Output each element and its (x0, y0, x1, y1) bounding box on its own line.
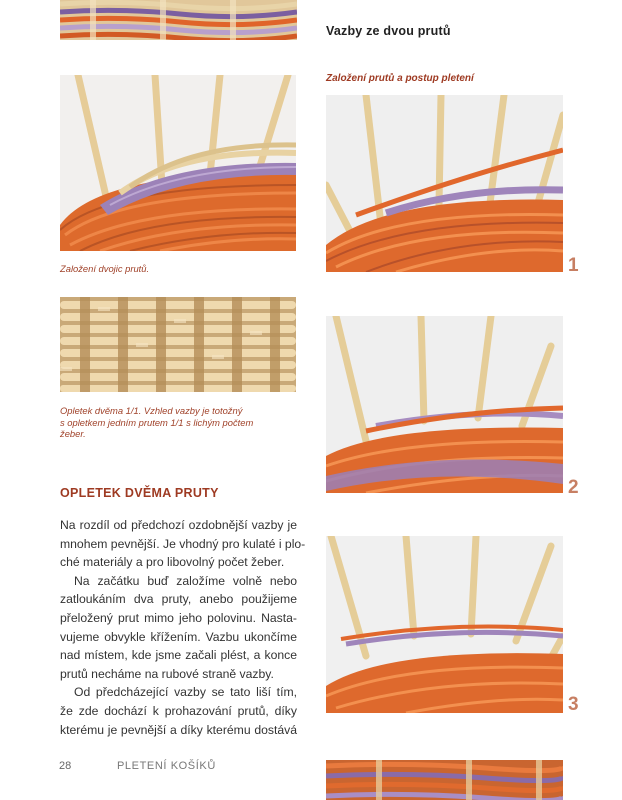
photo-bottom-strip-right (326, 760, 563, 800)
photo-weave-closeup (60, 297, 296, 392)
caption-line: s opletkem jedním prutem 1/1 s lichým počtem (60, 416, 254, 428)
body-line: mnohem pevnější. Je vhodný pro kulaté i plo- (60, 536, 306, 551)
page-number: 28 (59, 760, 72, 772)
body-line: prutů necháme na rubové straně vazby. (60, 666, 274, 681)
body-line: vujeme obvykle křížením. Vazbu ukončíme (60, 629, 297, 644)
article-heading: OPLETEK DVĚMA PRUTY (60, 486, 219, 500)
body-line: Na rozdíl od předchozí ozdobnější vazby je (60, 518, 297, 532)
book-title: PLETENÍ KOŠÍKŮ (117, 760, 216, 772)
step-number-3: 3 (568, 694, 579, 715)
body-line: Na začátku buď založíme volně nebo (74, 573, 297, 588)
body-line: kterému je pevnější a díky kterému dostává (60, 722, 297, 737)
body-line: přeložený prut mimo jeho polovinu. Nasta- (60, 610, 297, 625)
body-line: nad místem, kde jsme začali plést, a konce (60, 648, 297, 663)
body-line: zatloukáním dva pruty, anebo použijeme (60, 592, 297, 607)
body-line: Od předcházející vazby se tato liší tím, (74, 685, 297, 700)
steps-section-caption: Založení prutů a postup pletení (326, 73, 474, 84)
article-body (60, 516, 306, 739)
caption-weave-closeup (60, 405, 253, 440)
photo-top-strip-left (60, 0, 297, 40)
caption-line: Opletek dvěma 1/1. Vzhled vazby je totožný (60, 405, 243, 416)
caption-line: žeber. (60, 428, 86, 439)
caption-double-rods: Založení dvojic prutů. (60, 263, 150, 274)
body-line: že zde dochází k prohazování prutů, díky (60, 703, 297, 718)
body-line: ché materiály a pro libovolný počet žeber. (60, 555, 285, 570)
step-number-2: 2 (568, 477, 579, 498)
photo-step-3 (326, 536, 563, 713)
photo-step-1 (326, 95, 563, 272)
photo-double-rods (60, 75, 296, 251)
running-header: Vazby ze dvou prutů (326, 24, 451, 38)
step-number-1: 1 (568, 255, 579, 276)
photo-step-2 (326, 316, 563, 493)
